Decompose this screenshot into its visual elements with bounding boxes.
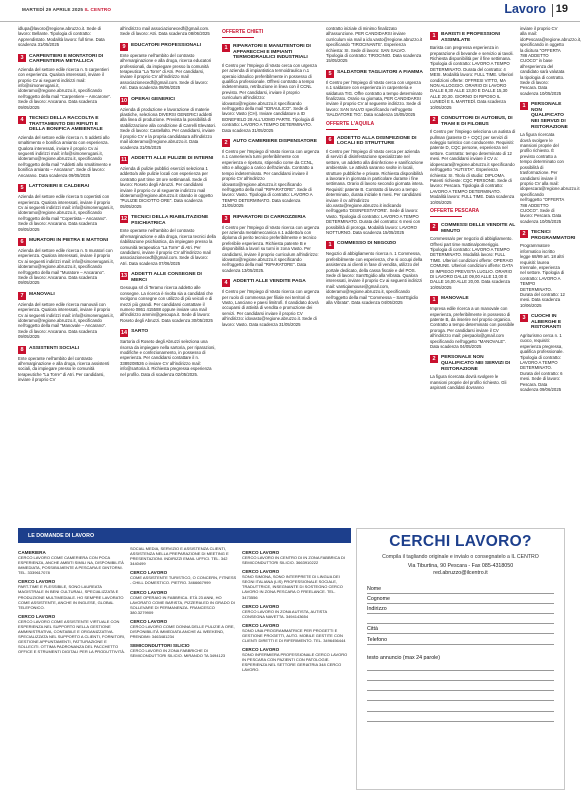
job-ad-title: MURATORI IN PIETRA E MATTONI: [29, 237, 109, 243]
field-indirizzo[interactable]: Indirizzo: [367, 604, 554, 614]
job-ad-heading: [18, 346, 114, 354]
page-number: 19: [555, 3, 568, 15]
job-ad-number: 6: [18, 238, 26, 246]
job-ad-body: Azienda del settore edile ricerca manovali con esperienza. Qualora interessati, inviare il proprio Cv ai seguenti indirizzi mail: info@simonerugani.it, idoteramo@regione.abruzzo.it, specificando nell'oggetto della mail "Manovale – Ancarano". Sede di lavoro: Ancarano. Data scadenza 09/05/2025: [18, 301, 114, 340]
domanda-title: SEMICONDUTTORI SILICIO: [130, 643, 190, 649]
job-ad: [120, 97, 216, 150]
domande-column: [18, 546, 126, 796]
job-ad-body: Azienda del settore edile ricerca n. 5 muratori con esperienza. Qualora interessati, inviare il proprio Cv ai seguenti indirizzi mail: info@simonerugani.it, idoteramo@regione.abruzzo.it, specificando nell'oggetto della mail "Muratore – Ancarano". Sede di lavoro: Ancarano. Data scadenza 09/05/2025: [18, 247, 114, 286]
domanda-title: CERCO LAVORO: [130, 570, 168, 576]
job-ad-body: Ente operante nell'ambito del contrasto all'emarginazione e alla droga, ricerca assistenti sociali, da impiegare presso le comunità terapeutiche "La Torre" di Atri. Per candidarsi, inviare il proprio CV: [18, 355, 110, 383]
domanda-title: CAMERIERA: [18, 550, 46, 555]
domande-column: [242, 546, 350, 796]
job-ad: [120, 215, 216, 266]
job-ad-body: Ente operante nell'ambito del contrasto all'emarginazione e alla droga, ricerca tecnici della riabilitazione psichiatrica, da impiegare presso la comunità terapeutica "La Torre" di Atri. Per candidarsi, inviare il proprio CV all'indirizzo mail associazionecedf@gmail.com. Sede di lavoro: Atri. Data scadenza 07/06/2025: [120, 228, 216, 266]
job-ad-title: COMMESSO DI NEGOZIO: [337, 241, 397, 247]
job-ad: [430, 116, 516, 205]
ads-list-col4: [326, 70, 424, 306]
job-ad-title: CARPENTIERI E MONTATORI DI CARPENTERIA METALLICA: [29, 53, 104, 65]
job-ad-number: 14: [121, 330, 128, 337]
job-ad-heading: [430, 355, 516, 372]
job-ad-title: EDUCATORI PROFESSIONALI: [131, 42, 201, 48]
job-ad: [430, 296, 516, 349]
job-ad-body: Azienda del settore edile ricerca 5 copertisti con esperienza. Qualora interessati, inviare il proprio Cv ai seguenti indirizzi mail: info@simonerugani.it, idoteramo@regione.abruzzo.it, specificando nell'oggetto della mail "Copertista – Ancarano". Sede di lavoro: Ancarano. Data scadenza 09/05/2025: [18, 194, 114, 232]
job-ad-number: 10: [121, 97, 128, 104]
job-ad-number: 1: [430, 296, 438, 304]
job-ad: [222, 139, 320, 208]
job-ad-body: Il Centro per l'Impiego di Vasto cerca con urgenza per azienda di impiantistica termoidraulica n.1 operaio idraulico preferibilmente in possesso di qualifica professionale. Offresi contratto a tempo indeterminato, retribuzione in linea con il CCNL previsto. Per candidarsi, inviare il proprio curriculum all'indirizzo: idovasto@regione.abruzzo.it specificando nell'oggetto della mail "IDRAULICO". Sede di lavoro: Vasto (CH). Inviare candidature a ID BONEFIELD 28 ALL'UOMO PARTE. Tipologia di contratto: LAVORO A TEMPO DETERMINATO. Data scadenza 31/05/2025: [222, 62, 317, 133]
job-ad-title: TECNICI PROGRAMMATORI: [531, 230, 576, 241]
job-ad-heading: [520, 314, 565, 331]
job-ad-number: 4: [18, 116, 26, 124]
job-ad: [222, 44, 320, 133]
job-ad-body: Il Centro per l'Impiego di Vasto cerca per azienda di servizi di disinfestazione specializzate nel settore, un addetto alla disinfezione e sanificazione ambientale. Le attività saranno svolte in locali, strutture pubbliche e private. Richiesta disponibilità a lavorare in giornata in particolare durante i fine settimana. Orario di lavoro secondo giornata intera. Requisiti: patente B. Contratto di lavoro a tempo determinato, durata iniziale 6 mesi. Per candidarsi inviare il cv all'indirizzo ido.vasto@regione.abruzzo.it indicando nell'oggetto 'DISINFESTATORE'. Sede di lavoro: Vasto. Tipologia di contratto: LAVORO A TEMPO DETERMINATO. Durata del contratto: 6 mesi con possibilità di proroga. Modalità lavoro: LAVORO NOTTURNO. Data scadenza 15/05/2025: [326, 148, 424, 235]
coupon-fields: [357, 584, 564, 645]
job-ad: [18, 116, 114, 178]
coupon-email: red.abruzzo@ilcentro.it: [433, 569, 488, 576]
job-ad-heading: [520, 102, 568, 130]
job-ad-body: Negozio di abbigliamento ricerca n. 1 Commessa, preferibilmente con esperienza, che si occupi della assistenza ai clienti in fase di vendita, utilizzo del portale dedicato, della cassa fiscale e del POS. Sede di lavoro: Sant'Egidio alla Vibrata. Qualora interessati, inviare il proprio Cv ai seguenti indirizzi mail: vantiqiamouse@gmail.com, idoteramo@regione.abruzzo.it, specificando nell'oggetto della mail "Commessa – Sant'Egidio alla Vibrata". Data scadenza 04/05/2025: [326, 251, 423, 306]
job-ad-heading: [430, 32, 516, 43]
job-ad-title: ADDETTI ALLE VENDITE PAGA: [233, 279, 306, 285]
continued-text: all'indirizzo mail associazionecedf@gmail.com. Sede di lavoro: Atri. Data scadenza 08/06/2025: [120, 26, 210, 37]
ads-list-col1: [18, 54, 114, 383]
domanda-title: CERCO LAVORO: [242, 603, 280, 609]
section-title: Lavoro: [504, 2, 546, 16]
job-ad-heading: [326, 136, 424, 147]
domanda-body: SONO UNA PROGRAMMATRICE PER PROGETTI E GESTIONE PROGETTI, AUTO. MOBILE GESTITE CON CLIENTI DIRETTI E DI RIFERIMENTO. TEL. 3496456444: [242, 627, 346, 644]
job-ad-title: CONDUTTORI DI AUTOBUS, DI TRAM E DI FILOBUS: [441, 116, 513, 127]
job-ad-body: Il Centro per l'Impiego di Vasto ricerca con urgenza per azienda metalmeccanica n.1 addetto/a con diploma di perito tecnico preferibilmente e tecnico preferibile esperienza. Richiesta patente B e disponibilità a lavori su turni in zona Vasto. Per candidarsi, inviare il proprio curriculum all'indirizzo: idovasto@regione.abruzzo.it specificando nell'oggetto della mail "RIPARATORE". Data scadenza 13/05/2025.: [222, 224, 320, 273]
job-ad-title: RIPARATORI E MANUTENTORI DI APPARECCHI E IMPIANTI TERMOIDRAULICI INDUSTRIALI: [233, 44, 311, 61]
domande-column: [130, 546, 238, 796]
job-ad: [222, 279, 320, 327]
header-paper: IL CENTRO: [84, 7, 112, 12]
job-ad-title: SARTO: [131, 329, 149, 335]
job-ad: [120, 272, 216, 323]
job-ad: [120, 156, 216, 209]
page-header: [0, 0, 580, 22]
domanda-body: SONO INFERMIERA PROFESSIONALE CERCO LAVORO IN PESCARA CON PAZIENTI CON PATOLOGIE. ESPERIENZA NEL SETTORE GERIATRIA 348 CERCO LAVORO.: [242, 652, 348, 673]
column-4: [326, 26, 424, 526]
domanda-title: CERCO LAVORO: [18, 579, 56, 585]
job-ad: [18, 346, 114, 383]
domanda-title: CERCO LAVORO: [242, 647, 280, 653]
job-ad-number: 5: [326, 70, 334, 78]
field-testo-6[interactable]: [367, 712, 554, 722]
column-3: [222, 26, 320, 526]
job-ad-body: Agriturismo cerca n. 1 cuoco, requisiti: esperienza pregressa, qualifica professionale. Tipologia di contratto: LAVORO A TEMPO DETERMINATO. Durata del contratto: 6 mesi. Sede di lavoro: Pescara. Data scadenza 09/06/2025: [520, 333, 564, 393]
job-ad-number: 2: [430, 355, 438, 363]
job-ad-number: 8: [18, 346, 26, 354]
coupon-subtitle: Compila il tagliando originale e invialo o consegnatelo a IL CENTRO: [382, 554, 539, 560]
job-ad: [120, 43, 216, 91]
job-ad-heading: [430, 296, 516, 304]
listings-columns: [18, 26, 581, 526]
job-ad-heading: [18, 54, 114, 65]
job-ad-body: Il Centro per l'Impiego di Vasto ricerca con urgenza n.1 cameriere/a turni preferibilmente con esperienza e ripetuto, stipendio come da CCNL, vitto e alloggio a carico dell'azienda. Contratto a tempo indeterminato. Per candidarsi inviare il proprio CV all'indirizzo idovasto@regione.abruzzo.it specificando nell'oggetto della mail "RIPARATORE". Sede di lavoro: Vasto. Tipologia di contratto: LAVORO A TEMPO DETERMINATO. Data scadenza 31/05/2025: [222, 149, 320, 209]
job-ad: [326, 136, 424, 236]
continued-text: inviare il proprio CV alla mail: idoPescara@regione.abruzzo.it, specificando in oggetto la dicitura "OFFERTA 788 ADDETTO CUOCO" in base all'esperienza del candidato sarà valutata la tipologia di contratto. Sede di lavoro: Pescara. Data scadenza 10/05/2025: [520, 26, 581, 96]
job-ad: [520, 230, 576, 308]
job-ad-title: ADDETTI ALLE CONSEGNE DI MERCI: [131, 272, 202, 283]
field-nome[interactable]: Nome: [367, 584, 554, 594]
job-ad: [430, 32, 516, 110]
job-ad-body: La figura ricercata dovrà svolgere le mansioni proprie del profilo richiesto. Gli aspiranti candidati dovranno: [430, 374, 507, 391]
header-date: MARTEDÌ 29 APRILE 2025 IL CENTRO: [22, 7, 112, 12]
job-ad-body: Ente operante nell'ambito del contrasto all'emarginazione e alla droga, ricerca educatori professionali, da impiegare presso la comunità terapeutica "La Torre" di Atri. Per candidarsi, inviare il proprio CV all'indirizzo mail associazionecedf@gmail.com. Sede di lavoro: Atri. Data scadenza 08/06/2025: [120, 52, 212, 91]
section-rule: [222, 37, 254, 38]
job-ad-number: 2: [430, 223, 438, 231]
job-ad-title: SALDATORE TAGLIATORI A FIAMMA: [337, 69, 423, 75]
job-ad-heading: [430, 223, 516, 234]
job-ad-number: 9: [120, 43, 128, 51]
domanda-body: COME OPERAIO IN FABBRICA. ETÀ 23 ANNI, HO LAVORATO COME BARISTA, PIZZERIA ED IN GRADO DI SOLLEVARE DI PERMANENZA. FRANCESCO 380.3279909: [130, 594, 235, 615]
job-ad-number: 3: [18, 54, 26, 62]
job-ad-number: 4: [222, 279, 230, 287]
column-1: [18, 26, 114, 526]
continued-text: idlupa@lavoro@regione.abruzzo.it. Sede di lavoro: Bellante. Tipologia di contratto: Apprendistato. Modalità lavoro: full time. Data scadenza 31/05/2025: [18, 26, 105, 48]
job-ad-number: 1: [430, 32, 438, 40]
job-ad-body: Commessa/o per negozio di abbigliamento. Offresi part time mattina/pomeriggio. Tipologia di contratto: LAVORO A TEMPO DETERMINATO. Modalità lavoro: FULL TIME. Ulteriori condizioni offerte: OPERAIO COMUNE. Ulteriori condizioni offerte: DATA DI IMPIEGO PREVISTA LUGLIO. ORARIO DI LAVORO DALLE 09,00 ALLE 13,00 E DALLE 16,00 ALLE 20,00. Data scadenza 10/05/2025: [430, 236, 514, 290]
header-divider: [552, 4, 554, 17]
job-ad: [18, 292, 114, 340]
job-ad-heading: [326, 241, 424, 249]
job-ad-heading: [222, 279, 320, 287]
job-ad: [18, 184, 114, 232]
domanda-title: CERCO LAVORO: [130, 589, 168, 595]
job-ad-body: Sartoria di Roseto degli Abruzzi seleziona una risorsa da impiegare nella sartoria, per riparazioni, modifiche e confezionamento, in possesso di esperienza. Per candidarsi contattare il n. 3389208526 o inviare CV all'indirizzo mail: info@sartoria.it. Richiesta pregressa esperienza nel profilo. Data di scadenza 02/05/2025.: [120, 339, 216, 377]
job-ad-body: La figura ricercata dovrà svolgere le mansioni proprie del profilo richiesto. È previsto contratto a tempo determinato con possibilità di trasformazione. Per candidarsi inviare il proprio CV alla mail: idopescara@regione.abruzzo.it specificando nell'oggetto "OFFERTA 788 ADDETTO CUOCO". Sede di lavoro: Pescara. Data scadenza 10/05/2025: [520, 132, 580, 224]
job-ad-number: 2: [520, 230, 528, 238]
job-ad-heading: [18, 292, 114, 300]
coupon-text-label: testo annuncio (max 24 parole): [367, 654, 441, 661]
job-ad-body: Il Centro per l'Impiego di Vasto cerca con urgenza n.1 saldatore con esperienza in carpenteria e saldatura TIG. Offre contratto a tempo determinato finalizzato. Orario su giornata, PER CANDIDARSI inviare il proprio CV al seguente indirizzo. Sede di lavoro: SAN SALVO specificando nell'oggetto 'SALDATORE TIG'. Data scadenza 15/05/2025: [326, 79, 423, 118]
section-label-chieti: OFFERTE CHIETI: [222, 29, 264, 35]
job-ad-title: MANOVALI: [29, 291, 55, 297]
job-ad: [120, 329, 216, 377]
job-ad-number: 1: [520, 102, 528, 110]
job-ad: [326, 241, 424, 305]
job-ad-heading: [326, 70, 424, 78]
ads-list-col3: [222, 44, 320, 327]
field-testo-5[interactable]: [367, 701, 554, 711]
field-testo-2[interactable]: [367, 671, 554, 681]
section-label: OFFERTE L'AQUILA: [326, 120, 375, 127]
job-ad-number: 1: [222, 44, 230, 52]
domande-grid: [18, 546, 351, 796]
job-ad-number: 13: [121, 273, 128, 280]
job-ad-number: 6: [326, 136, 334, 144]
domanda-body: COME ASSISTENTE TURISTICO, O CONCERN, FITNESS - CHILL DOMESTICO. PIETRO. 3466667999: [130, 575, 237, 586]
job-ad-number: 11: [121, 156, 127, 163]
job-ad-heading: [18, 116, 114, 133]
job-ad-number: 2: [430, 116, 438, 124]
job-ad-title: CUOCHI IN ALBERGHI E RISTORANTI: [531, 314, 562, 331]
column-2: [120, 26, 216, 526]
domanda-title: CERCO LAVORO: [130, 618, 168, 624]
job-ad-heading: [120, 97, 216, 105]
job-ad: [326, 70, 424, 118]
field-testo-4[interactable]: [367, 691, 554, 701]
job-ad-body: Barista con pregressa esperienza in preparazione di bevande e servizio ai tavoli. Richiesta disponibilità per il fine settimana. Tipologia di contratto: LAVORO A TEMPO DETERMINATO. Durata del contratto: 4 MESI. Modalità lavoro: FULL TIME. Ulteriori condizioni offerte: OFFRESI VITTO, MA NON ALLOGGIO. ORARIO DI LAVORO DALLE 8,30 ALLE 13,00 E DALLE 15,30 ALLE 20,30. GIORNO DI RIPOSO IL LUNEDÌ E IL MARTEDÌ. Data scadenza 10/05/2025: [430, 45, 514, 110]
job-ad-number: 7: [18, 292, 26, 300]
job-ad-title: ADDETTO ALLA DISINFEZIONE DI LOCALI ED STRUTTURE: [337, 135, 417, 147]
coupon-address: Via Tiburtina, 90 Pescara - Fax 085-4318050: [407, 563, 514, 569]
job-ad-number: 1: [326, 241, 334, 249]
job-ad-heading: [120, 215, 216, 226]
job-ad: [520, 102, 580, 224]
job-ad: [222, 215, 320, 274]
section-label: OFFERTE PESCARA: [430, 207, 480, 214]
domanda-body: CERCO LAVORO COME DONNA DELLE PULIZIE A ORE, DISPONIBILITÀ IMMEDIATA ANCHE AL WEEKEND, PRENDIMI: 3463481234: [130, 623, 235, 640]
domanda-body: SOCIAL MEDIA, SERVIZIO E ASSISTENZA CLIENTI, ASSISTENZA NELLA PREPARAZIONE DI MEETING E PRESENTAZIONI. INDIRIZZI EMAIL UFFICI. TEL. 342 3440499: [130, 546, 229, 567]
ads-list-col5: [430, 32, 516, 390]
job-ad-number: 2: [222, 139, 230, 147]
job-ad-title: BARISTI E PROFESSIONI ASSIMILATE: [441, 32, 500, 43]
section-rule: [430, 216, 462, 217]
job-ad-title: OPERAI GENERICI: [131, 96, 175, 102]
job-ad-heading: [222, 215, 320, 223]
job-ad-body: Programmatore informatico iscritto legge 68/99 art. 18 altri requisiti: laurea triennale, esperienza nel settore. Tipologia di contratto: LAVORO A TEMPO DETERMINATO. Durata del contratto: 12 mesi. Data scadenza 10/06/2025: [520, 243, 565, 308]
domanda-body: CERCO LAVORO COME CAMERIERA CON POCA ESPERIENZA, ANCHE AMBITI SIMILI NA, DISPONIBILITÀ IMMEDIATA, POSSIBILMENTE A PESCARA E DINTORNI. TEL. 3339617078: [18, 555, 124, 576]
domanda-body: CERCO LAVORO IN CENTRO DI IN ZONA FABBRICA DI SEMICONDUTTORI SILICIO. 3663910222: [242, 555, 346, 566]
job-ad-heading: [222, 44, 320, 61]
domanda-body: CERCO LAVORO IN ZONA FABBRICHE DI SEMICONDUTTORI SILICIO. MIRANDO TA 3494123: [130, 648, 226, 659]
continued-text: contratto iniziale di minimo finalizzato all'assunzione. PER CANDIDARSI inviare curriculum via mail a ido.vasto@regione.abruzzo.it specificando 'TIROCINANTE'. Esperienza richiesta: SI. Sede di lavoro: SAN SALVO. Tipologia di contratto: TIROCINIO. Data scadenza 15/05/2025: [326, 26, 423, 64]
field-testo-1[interactable]: [367, 661, 554, 671]
domanda-title: CERCO LAVORO: [242, 550, 280, 555]
job-ad-body: Azienda del settore edile ricerca n. 5 addetti allo smaltimento e bonifica amianto con esperienza. Qualora interessati, inviare il proprio Cv ai seguenti indirizzi mail: info@simonerugani.it, idoteramo@regione.abruzzo.it, specificando nell'oggetto della mail "Addetti allo smaltimento e bonifica amianto – Ancarano". Sede di lavoro: Ancarano. Data scadenza 09/05/2025: [18, 134, 112, 178]
job-ad-number: 5: [18, 184, 26, 192]
domanda-title: CERCO LAVORO: [242, 569, 280, 575]
job-ad-body: Gesoupa srl di Teramo ricerca addetto alle consegne. La ricerca è rivolta sia a candidati che svolgono consegne con utilizzo di più veicoli e di mezzi più grandi. Per candidarsi contattare il numero 0861 415588 oppure inviare una mail all'indirizzo ammin@gesoupa.it. Sede di lavoro: Roseto degli Abruzzi. Data scadenza 30/05/2025: [120, 285, 213, 323]
job-ad-number: 3: [222, 215, 230, 223]
job-ad: [430, 223, 516, 290]
job-ad-title: COMMESSI DELLE VENDITE AL MINUTO: [441, 222, 516, 234]
section-rule: [326, 129, 358, 130]
job-ad-body: Il Centro per l'Impiego di Vasto ricerca con urgenza per ruolo di commessa per filiale nei territori di Vasto, Lanciano e paesi limitrofi. Il candidato dovrà occuparsi di attività di vendita e promozione dei servizi. Per candidarsi inviare il proprio CV all'indirizzo: idovasto@regione.abruzzo.it. Sede di lavoro: Vasto. Data scadenza 31/05/2025: [222, 289, 320, 327]
ads-list-col2: [120, 43, 216, 377]
job-ad-title: RIPARATORI DI CARROZZERIA: [233, 214, 306, 220]
job-ad-number: 12: [121, 216, 128, 223]
domande-header: LE DOMANDE DI LAVORO: [18, 528, 351, 543]
job-ad-heading: [520, 230, 576, 241]
job-ad-heading: [120, 156, 216, 164]
job-ad-title: LATTONIERI E CALDERAI: [29, 184, 90, 190]
job-ad-title: TECNICI DELLA RACCOLTA E TRATTAMENTO DEI RIFIUTI E DELLA BONIFICA AMBIENTALE: [29, 116, 103, 133]
job-ad-body: Il Centro per l'impiego seleziona un autista di pullman (patente D + CQC) per servizi di noleggio turistico con conducente. Requisiti: patente D, CQC persone, esperienza nel settore. Contratto: tempo determinato di 12 mesi. Per candidarsi inviare il CV a: idopescara@regione.abruzzo.it specificando nell'oggetto "AUTISTA". Esperienza richiesta: SI. Titolo di studio: DIPLOMA. Patenti richieste: CQC PERSONE. Sede di lavoro: Pescara. Tipologia di contratto: LAVORO A TEMPO DETERMINATO. Modalità lavoro: FULL TIME. Data scadenza 10/05/2025: [430, 129, 516, 205]
job-ad: [18, 238, 114, 286]
job-ad: [430, 355, 516, 390]
field-citta[interactable]: Città: [367, 624, 554, 634]
job-ad-heading: [120, 43, 216, 51]
job-ad-heading: [430, 116, 516, 127]
job-ad-title: PERSONALE NON QUALIFICATO NEI SERVIZI DI RISTORAZIONE: [531, 102, 568, 130]
job-ad-body: Azienda di produzione e lavorazione di materie plastiche, seleziona DIVERSI GENERICI addetti alla linea di produzione. Prevista la possibilità di stabilizzazione alla condizione di Carrelli Elevatori. Sede di lavoro: Castellalto. Per candidarsi, inviare il proprio CV e la propria candidatura all'indirizzo mail idoteramo@regione.abruzzo.it. Data scadenza 31/05/2025: [120, 106, 217, 150]
job-ad-heading: [18, 184, 114, 192]
field-telefono[interactable]: Telefono: [367, 634, 554, 644]
domanda-body: CERCO LAVORO IN ZONA AUTISTA, AUTISTA CONSEGNA NAVETTA. 3494143654: [242, 608, 327, 619]
field-cognome[interactable]: Cognome: [367, 594, 554, 604]
job-ad-title: PERSONALE NON QUALIFICATO NEI SERVIZI DI RISTORAZIONE: [441, 355, 511, 372]
field-blank[interactable]: [367, 614, 554, 624]
job-ad-number: 3: [520, 314, 528, 322]
job-ad: [18, 54, 114, 110]
job-ad-title: ASSISTENTI SOCIALI: [29, 345, 79, 351]
field-testo-3[interactable]: [367, 681, 554, 691]
job-ad-heading: [120, 272, 216, 283]
job-ad-title: MANOVALE: [441, 296, 469, 302]
job-ad-heading: [18, 238, 114, 246]
job-ad-heading: [222, 139, 320, 147]
job-ad-body: Azienda del settore edile ricerca n. 5 carpentieri con esperienza. Qualora interessati, inviare il proprio Cv ai seguenti indirizzi mail: info@simonerugani.it, idoteramo@regione.abruzzo.it, specificando nell'oggetto della mail "Carpentiere – Amcarone". Sede di lavoro: Ancarano. Data scadenza 09/05/2025: [18, 66, 112, 110]
column-6: [520, 26, 581, 526]
domanda-title: CERCO LAVORO: [18, 613, 56, 619]
job-ad-title: AUTO CAMERIERE DISPENSATORE: [233, 139, 317, 145]
job-ad-heading: [120, 329, 216, 337]
job-ad-body: Azienda di pulizie pubblici esercizi seleziona 1 addetto/a alle pulizie locali con esperienza per contratto part time 18 ore settimanali. Sede di lavoro: Roseto degli Abruzzi. Per candidarsi inviare il proprio cv al seguente indirizzo mail idoteramo@regione.abruzzo.it citando in oggetto "PULIZIE DICIOTTO ORE". Data scadenza 05/05/2025: [120, 165, 213, 209]
domanda-body: SONO SIMONA, SONO INTERPRETE DI LINGUA DEI SEGNI ITALIANA (LIS) PROFESSIONALE SOCIALE, TRADUTTRICE, INSEGNANTE DI SOSTEGNO CERCO LAVORO IN ZONA PESCARA O FREELANCE. TEL. 3473556: [242, 574, 343, 600]
job-ad-title: ADDETTI ALLE PULIZIE DI INTERNI: [131, 155, 214, 161]
column-5: [430, 26, 516, 526]
domanda-body: PART-TIME E FLESSIBILE, SONO LAUREATA MAGISTRALE IN BENI CULTURALI, SPECIALIZZATA E PRODUZIONE MULTIMEDIALE. HO SEMPRE LAVORATO COME ASSISTENTE, ANCHE IN INGLESE, GLOBAL TELEFONICO.: [18, 584, 124, 610]
cerchi-lavoro-coupon: [356, 528, 565, 790]
job-ad: [520, 314, 565, 392]
domanda-body: CERCO LAVORO COME ASSISTENTE VIRTUALE CON ESPERIENZA NEL SUPPORTO NELLA GESTIONE AMMINISTRATIVA, CONTABILE E ORGANIZZATIVA. SPECIALIZZATA NEL SUPPORTO A CLIENTI, FORNITORI, GESTIONE APPUNTAMENTI, FATTURAZIONE E SOLLECITI. OTTIMA PADRONANZA DEL PACCHETTO OFFICE E STRUMENTI DIGITALI PER LA PRODUTTIVITÀ.: [18, 618, 126, 655]
coupon-title: CERCHI LAVORO?: [389, 533, 532, 550]
domanda-title: CERCO LAVORO: [242, 622, 280, 628]
ads-list-col6: [520, 102, 580, 393]
job-ad-body: Impresa edile ricerca a un manovale con esperienza, preferibilmente in possesso di patente B, da inserire nel proprio organico. Contratto a tempo determinato con possibile proroga. Per candidarsi inviare il CV all'indirizzo mail: pierpaolo@gmail.com specificando nell'oggetto "MANOVALE". Data scadenza 04/05/2025: [430, 306, 515, 350]
job-ad-title: TECNICI DELLA RIABILITAZIONE PSICHIATRICA: [131, 215, 209, 226]
